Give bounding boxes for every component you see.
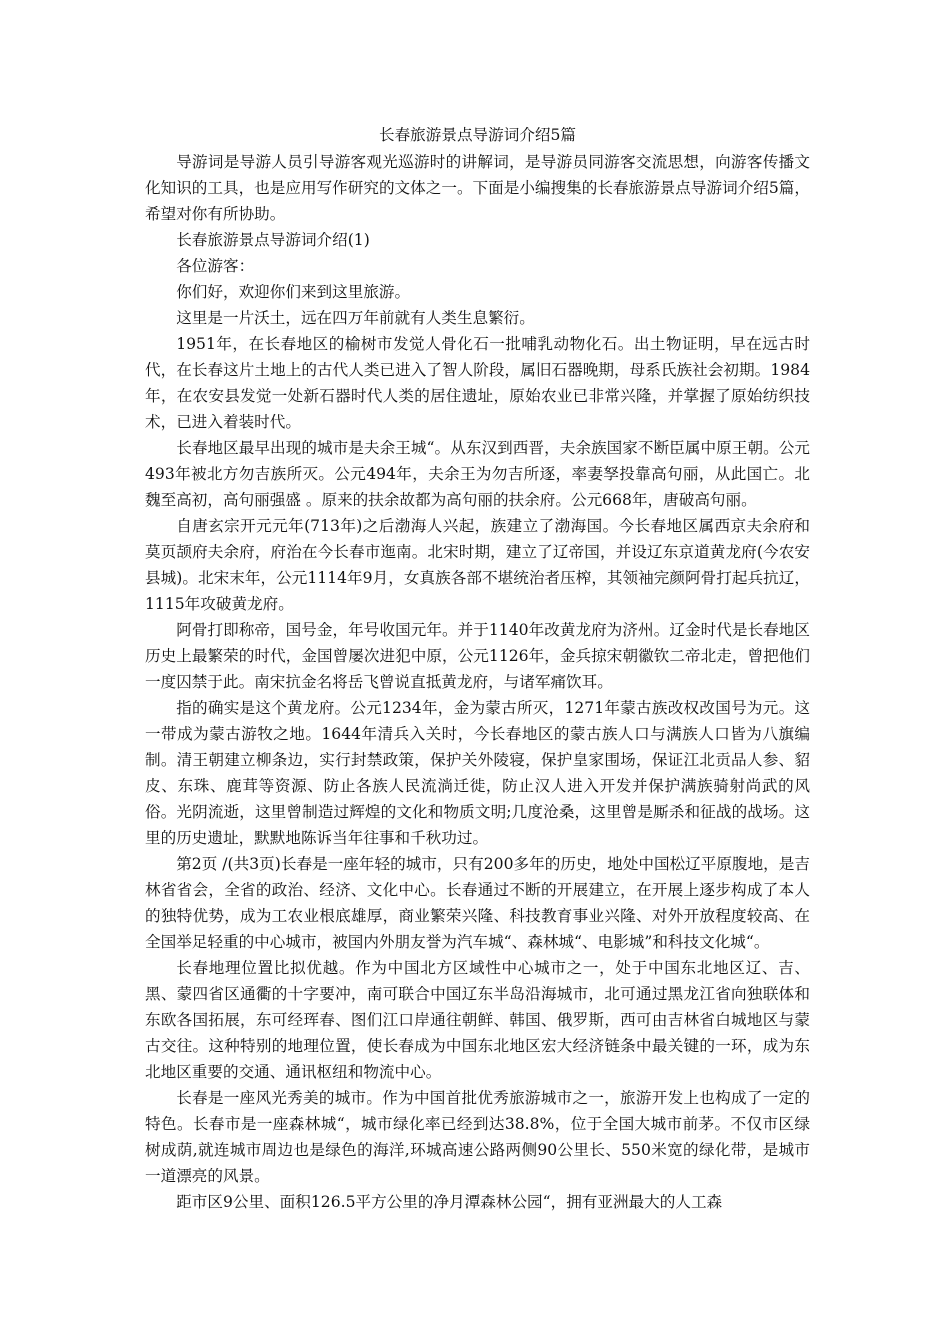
paragraph-scenery: 长春是一座风光秀美的城市。作为中国首批优秀旅游城市之一，旅游开发上也构成了一定的特色。长春市是一座森林城“，城市绿化率已经到达38.8%，位于全国大城市前茅。不仅市区绿树成荫,就连城市周边也是绿色的海洋,环城高速公路两侧90公里长、550米宽的绿化带，是城市一道漂亮的风景。: [145, 1089, 810, 1185]
paragraph-fertile-land: 这里是一片沃土，远在四万年前就有人类生息繁衍。: [176, 309, 535, 327]
document-page: [145, 121, 810, 1215]
paragraph-section-heading: 长春旅游景点导游词介绍(1): [176, 231, 370, 249]
paragraph-greeting: 各位游客：: [176, 257, 255, 275]
paragraph-intro: 导游词是导游人员引导游客观光巡游时的讲解词，是导游员同游客交流思想，向游客传播文化知识的工具，也是应用写作研究的文体之一。下面是小编搜集的长春旅游景点导游词介绍5篇，希望对你有所协助。: [145, 153, 810, 223]
paragraph-young-city: 第2页 /(共3页)长春是一座年轻的城市，只有200多年的历史，地处中国松辽平原腹地，是吉林省省会，全省的政治、经济、文化中心。长春通过不断的开展建立，在开展上逐步构成了本人的独特优势，成为工农业根底雄厚，商业繁荣兴隆、科技教育事业兴隆、对外开放程度较高、在全国举足轻重的中心城市，被国内外朋友誉为汽车城“、森林城“、电影城”和科技文化城“。: [145, 855, 810, 951]
paragraph-jin-dynasty: 阿骨打即称帝，国号金，年号收国元年。并于1140年改黄龙府为济州。辽金时代是长春地区历史上最繁荣的时代，金国曾屡次进犯中原，公元1126年，金兵掠宋朝徽钦二帝北走，曾把他们一度囚禁于此。南宋抗金名将岳飞曾说直抵黄龙府，与诸军痛饮耳。: [145, 621, 810, 691]
paragraph-location: 长春地理位置比拟优越。作为中国北方区域性中心城市之一，处于中国东北地区辽、吉、黑、蒙四省区通衢的十字要冲，南可联合中国辽东半岛沿海城市，北可通过黑龙江省向独联体和东欧各国拓展，东可经珲春、图们江口岸通往朝鲜、韩国、俄罗斯，西可由吉林省白城地区与蒙古交往。这种特别的地理位置，使长春成为中国东北地区宏大经济链条中最关键的一环，成为东北地区重要的交通、通讯枢纽和物流中心。: [145, 959, 810, 1081]
paragraph-jingyuetan: 距市区9公里、面积126.5平方公里的净月潭森林公园“，拥有亚洲最大的人工森: [176, 1193, 723, 1211]
paragraph-fuyu: 长春地区最早出现的城市是夫余王城“。从东汉到西晋，夫余族国家不断臣属中原王朝。公元493年被北方勿吉族所灭。公元494年，夫余王为勿吉所逐，率妻孥投靠高句丽，从此国亡。北魏至高初，高句丽强盛 。原来的扶余故都为高句丽的扶余府。公元668年，唐破高句丽。: [145, 439, 810, 509]
paragraph-welcome: 你们好，欢迎你们来到这里旅游。: [176, 283, 411, 301]
paragraph-huanglong: 指的确实是这个黄龙府。公元1234年，金为蒙古所灭，1271年蒙古族改权改国号为元。这一带成为蒙古游牧之地。1644年清兵入关时，今长春地区的蒙古族人口与满族人口皆为八旗编制。清王朝建立柳条边，实行封禁政策，保护关外陵寝，保护皇家围场，保证江北贡品人参、貂皮、东珠、鹿茸等资源、防止各族人民流淌迁徙，防止汉人进入开发并保护满族骑射尚武的风俗。光阴流逝，这里曾制造过辉煌的文化和物质文明;几度沧桑，这里曾是厮杀和征战的战场。这里的历史遗址，默默地陈诉当年往事和千秋功过。: [145, 699, 810, 847]
document-title: 长春旅游景点导游词介绍5篇: [378, 126, 577, 144]
paragraph-bohai: 自唐玄宗开元元年(713年)之后渤海人兴起，族建立了渤海国。今长春地区属西京夫余府和莫页颉府夫余府，府治在今长春市迤南。北宋时期，建立了辽帝国，并设辽东京道黄龙府(今农安县城)。北宋末年，公元1114年9月，女真族各部不堪统治者压榨，其领袖完颜阿骨打起兵抗辽，1115年攻破黄龙府。: [145, 517, 810, 613]
paragraph-fossils: 1951年，在长春地区的榆树市发觉人骨化石一批哺乳动物化石。出土物证明，早在远古时代，在长春这片土地上的古代人类已进入了智人阶段，属旧石器晚期，母系氏族社会初期。1984年，在农安县发觉一处新石器时代人类的居住遗址，原始农业已非常兴隆，并掌握了原始纺织技术，已进入着装时代。: [145, 335, 810, 431]
